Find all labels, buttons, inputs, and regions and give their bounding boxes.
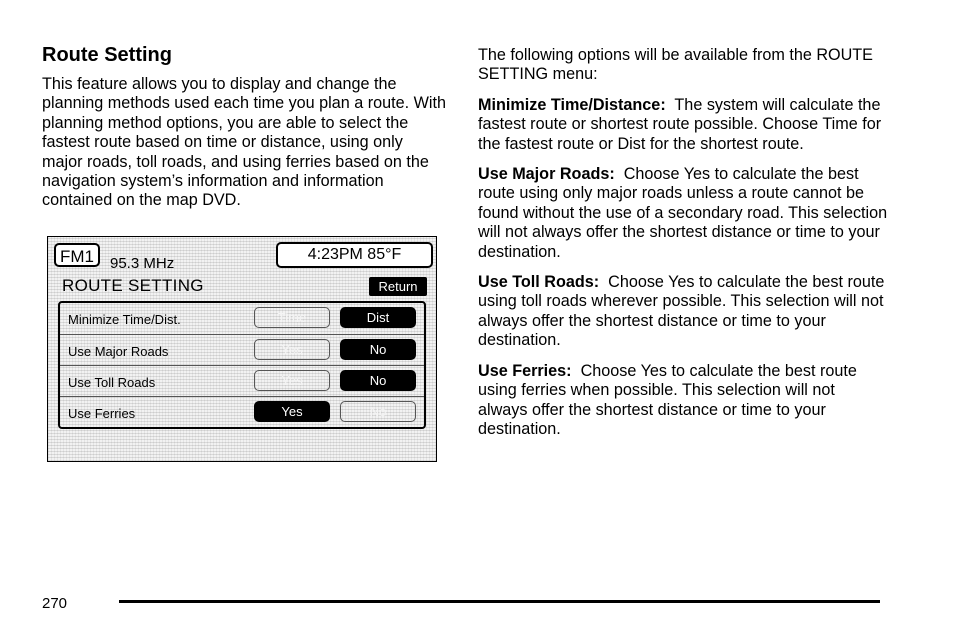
option-row-label: Use Major Roads [68,344,169,359]
option-term: Use Major Roads: [478,165,615,184]
option-term: Minimize Time/Distance: [478,95,666,114]
option-term: Use Ferries: [478,361,572,380]
option-text: Choose Yes to calculate the best route using ferries when possible. This selection will not always offer the shortest distance or time to your destination. [478,361,857,438]
option-row-label: Use Ferries [68,406,136,421]
option-row-use-major-roads [60,334,424,366]
frequency-readout: 95.3 MHz [110,255,175,272]
yes-button[interactable]: Yes [254,370,330,391]
navigation-screen-figure [47,236,437,462]
option-description [478,165,888,262]
footer-rule [119,600,880,603]
no-button[interactable]: No [340,370,416,391]
no-button[interactable]: No [340,401,416,422]
right-column [478,46,888,439]
option-row-label: Use Toll Roads [68,375,156,390]
page-number: 270 [42,595,68,612]
clock-temperature-display: 4:23PM 85°F [276,242,433,268]
left-column [42,44,447,211]
route-options-panel [58,301,426,429]
return-button[interactable]: Return [369,277,427,296]
time-button[interactable]: Time [254,307,330,328]
option-text: Choose Yes to calculate the best route using only major roads unless a route cannot be found without the use of a secondary road. This selection will not always offer the shortest distance or time to your destination. [478,165,888,261]
yes-button[interactable]: Yes [254,401,330,422]
band-button[interactable]: FM1 [54,243,100,267]
option-row-label: Minimize Time/Dist. [68,312,181,327]
option-description [478,362,888,440]
section-heading: Route Setting [42,44,172,66]
intro-paragraph: This feature allows you to display and change the planning methods used each time you plan a route. With planning method options, you are able to select the fastest route based on time or distance, using only major roads, toll roads, and using ferries based on the navigation system’s information and information contained on the map DVD. [42,75,447,210]
dist-button[interactable]: Dist [340,307,416,328]
yes-button[interactable]: Yes [254,339,330,360]
option-description [478,96,888,154]
no-button[interactable]: No [340,339,416,360]
option-row-use-ferries [60,396,424,428]
option-text: The system will calculate the fastest route or shortest route possible. Choose Time for the fastest route or Dist for the shortest route. [478,95,882,153]
option-text: Choose Yes to calculate the best route using toll roads wherever possible. This selection will not always offer the shortest distance or time to your destination. [478,273,885,350]
menu-title: ROUTE SETTING [62,276,204,295]
option-term: Use Toll Roads: [478,273,600,292]
options-intro: The following options will be available from the ROUTE SETTING menu: [478,46,873,84]
option-description [478,273,888,351]
option-row-minimize-time-dist [60,303,424,334]
option-row-use-toll-roads [60,365,424,397]
